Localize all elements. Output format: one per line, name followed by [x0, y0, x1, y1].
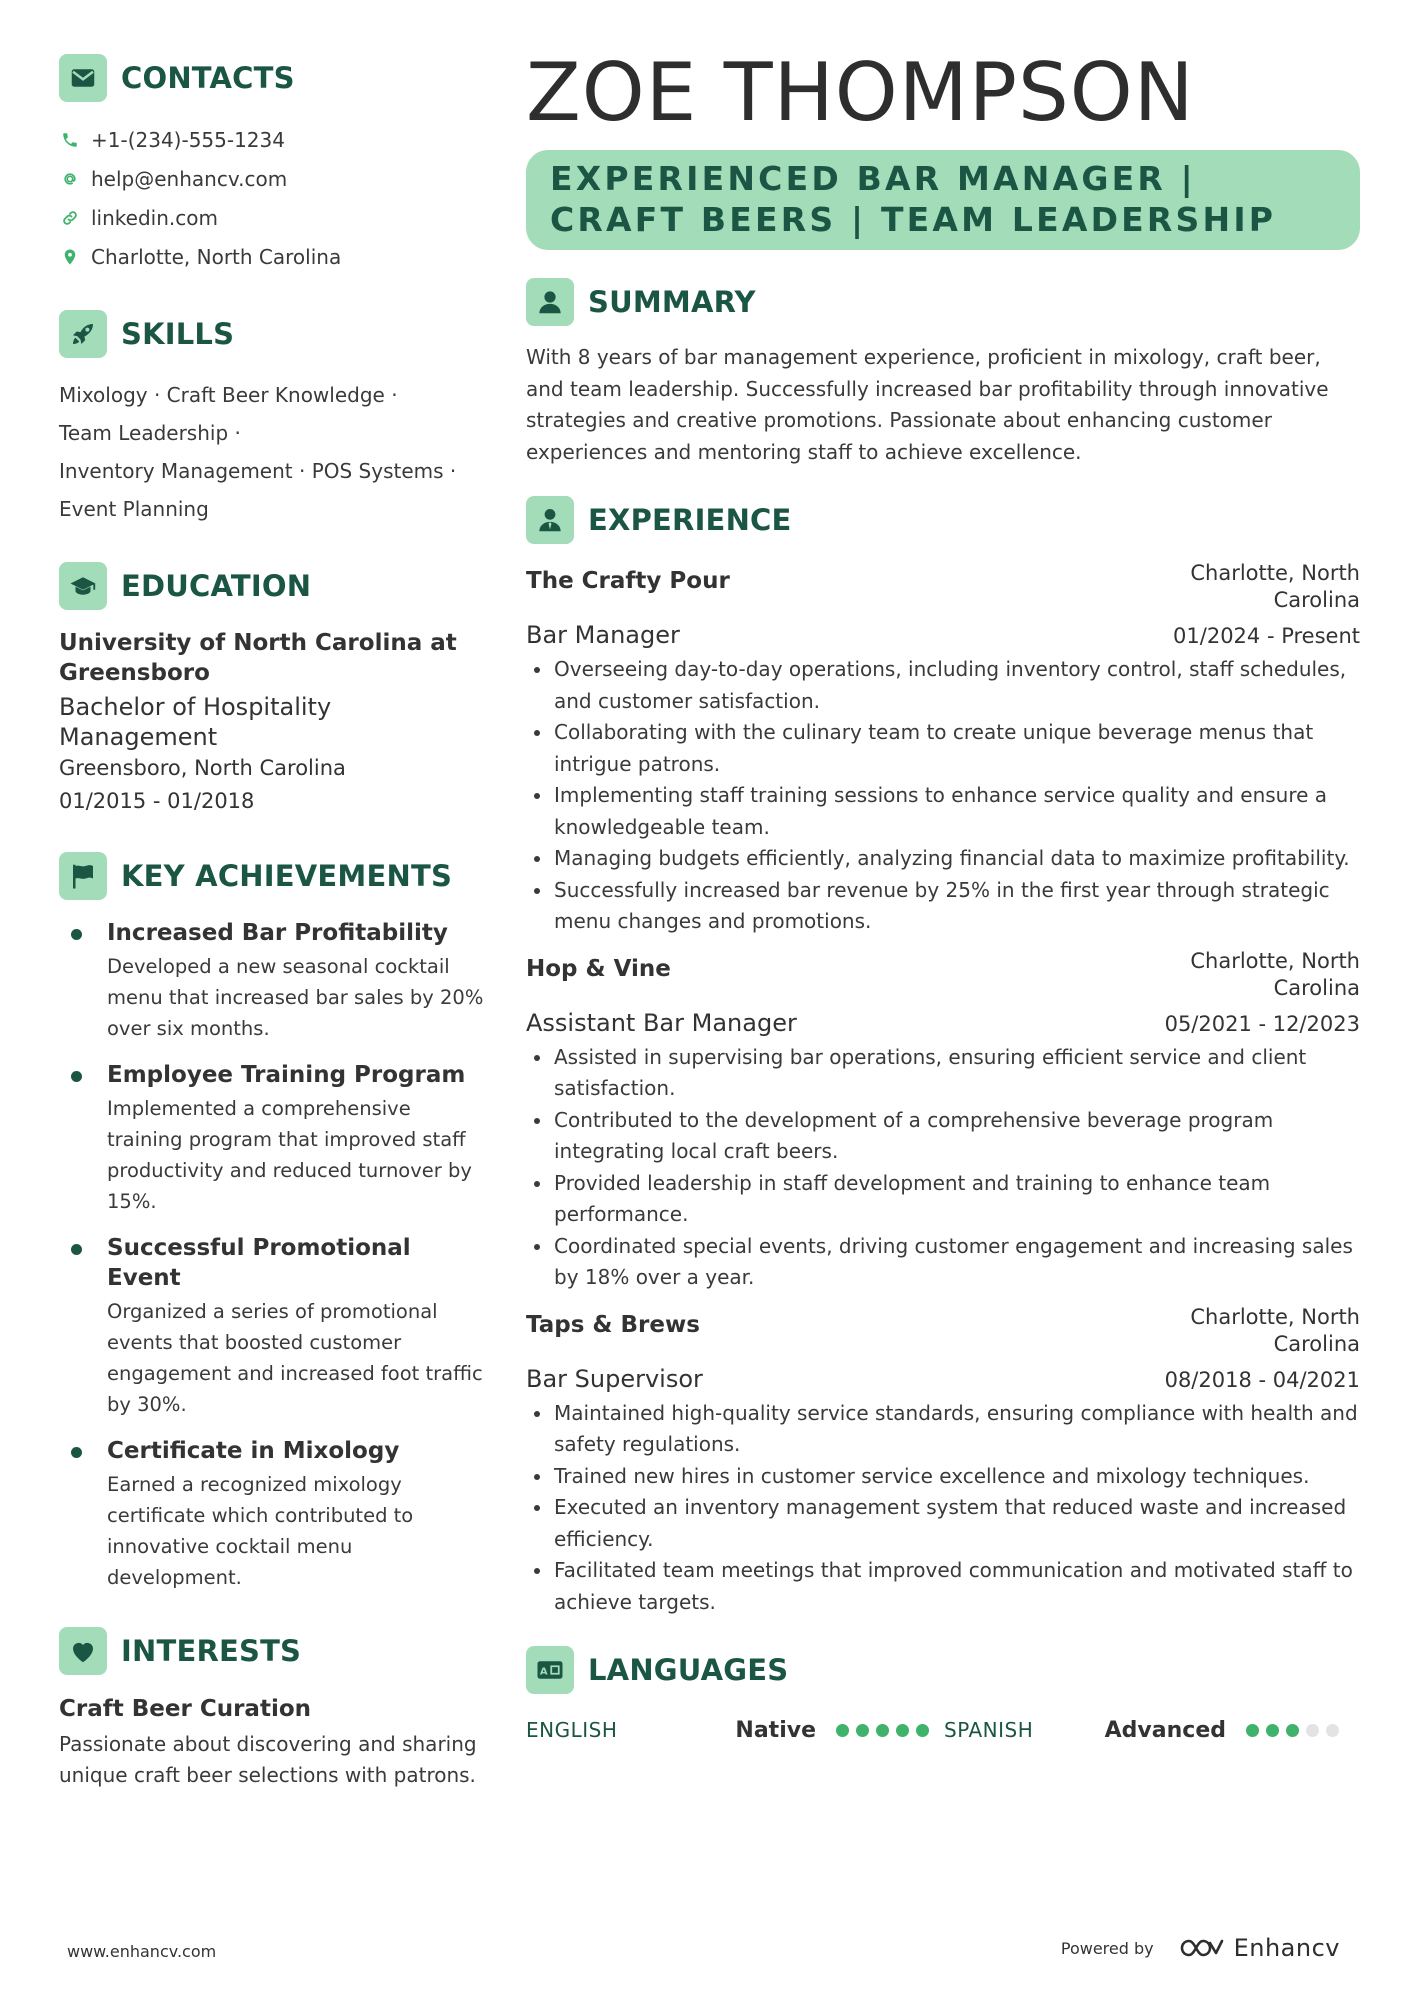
achievement-title: Successful Promotional Event — [107, 1235, 411, 1291]
job-bullet: Successfully increased bar revenue by 25% in the first year through strategic menu changes and promotions. — [526, 875, 1360, 938]
job-entry — [526, 948, 1360, 1294]
contacts-header — [59, 54, 489, 102]
job-bullets — [526, 1398, 1360, 1619]
summary-title: SUMMARY — [588, 285, 756, 319]
experience-title: EXPERIENCE — [588, 503, 792, 537]
contact-email[interactable] — [59, 159, 489, 198]
interests-header — [59, 1627, 489, 1675]
job-role: Bar Manager — [526, 621, 680, 649]
svg-text:A: A — [539, 1666, 548, 1678]
interests-section — [59, 1627, 489, 1791]
job-bullet: Facilitated team meetings that improved communication and motivated staff to achieve targets. — [526, 1555, 1360, 1618]
headline-banner: EXPERIENCED BAR MANAGER | CRAFT BEERS | TEAM LEADERSHIP — [526, 150, 1360, 250]
experience-header — [526, 496, 1360, 544]
bullet-dot — [71, 1244, 82, 1255]
rating-dot-filled — [856, 1724, 869, 1737]
summary-text: With 8 years of bar management experience, proficient in mixology, craft beer, and team leadership. Successfully increased bar profitability through innovative strategies and creative promotions. Passionate about enhancing customer experiences and mentoring staff to achieve excellence. — [526, 345, 1329, 464]
envelope-icon — [59, 54, 107, 102]
heart-icon — [59, 1627, 107, 1675]
skills-line: Inventory Management · POS Systems · — [59, 459, 457, 483]
rating-dot-filled — [836, 1724, 849, 1737]
language-item — [526, 1718, 944, 1743]
interests-title: INTERESTS — [121, 1634, 302, 1668]
education-header — [59, 562, 489, 610]
education-dates: 01/2015 - 01/2018 — [59, 789, 255, 813]
language-name: SPANISH — [944, 1718, 1034, 1742]
skills-header — [59, 310, 489, 358]
achievement-title: Certificate in Mixology — [107, 1438, 400, 1464]
skills-list — [59, 376, 489, 528]
job-bullet: Overseeing day-to-day operations, including inventory control, staff schedules, and customer satisfaction. — [526, 654, 1360, 717]
language-item — [944, 1718, 1360, 1743]
rating-dot-filled — [1286, 1724, 1299, 1737]
languages-title: LANGUAGES — [588, 1653, 789, 1687]
bullet-dot — [71, 1071, 82, 1082]
language-rating — [1246, 1724, 1346, 1737]
graduation-cap-icon — [59, 562, 107, 610]
brand-name: Enhancv — [1233, 1934, 1340, 1962]
achievement-item — [59, 1060, 489, 1217]
achievements-header — [59, 852, 489, 900]
education-title: EDUCATION — [121, 569, 312, 603]
job-company: Hop & Vine — [526, 955, 671, 982]
language-level: Native — [735, 1717, 816, 1743]
footer-brand — [1061, 1934, 1340, 1962]
achievement-desc: Earned a recognized mixology certificate which contributed to innovative cocktail menu development. — [107, 1473, 414, 1589]
achievement-desc: Organized a series of promotional events that boosted customer engagement and increased foot traffic by 30%. — [107, 1300, 483, 1416]
job-bullet: Trained new hires in customer service excellence and mixology techniques. — [526, 1461, 1360, 1493]
brand[interactable] — [1178, 1934, 1340, 1962]
contact-phone-text: +1-(234)-555-1234 — [91, 127, 285, 152]
skills-line: Event Planning — [59, 497, 209, 521]
phone-icon — [59, 129, 81, 151]
job-entry — [526, 560, 1360, 938]
rating-dot-filled — [896, 1724, 909, 1737]
job-role: Assistant Bar Manager — [526, 1008, 797, 1037]
job-bullet: Assisted in supervising bar operations, ensuring efficient service and client satisfaction. — [526, 1042, 1360, 1105]
contact-phone[interactable] — [59, 120, 489, 159]
job-bullet: Maintained high-quality service standards, ensuring compliance with health and safety regulations. — [526, 1398, 1360, 1461]
footer-website[interactable]: www.enhancv.com — [67, 1942, 217, 1961]
rating-dot-empty — [1326, 1724, 1339, 1737]
contact-email-text: help@enhancv.com — [91, 166, 288, 191]
languages-row — [526, 1710, 1360, 1750]
achievement-desc: Developed a new seasonal cocktail menu that increased bar sales by 20% over six months. — [107, 955, 484, 1040]
job-dates: 01/2024 - Present — [1173, 624, 1360, 648]
enhancv-logo-icon — [1178, 1936, 1224, 1960]
language-name: ENGLISH — [526, 1718, 618, 1742]
job-role: Bar Supervisor — [526, 1364, 703, 1393]
job-location: Charlotte, North Carolina — [1190, 948, 1360, 1000]
contact-linkedin-text: linkedin.com — [91, 205, 218, 230]
job-dates: 05/2021 - 12/2023 — [1164, 1011, 1360, 1036]
skills-line: Team Leadership · — [59, 421, 241, 445]
achievements-title: KEY ACHIEVEMENTS — [121, 859, 453, 893]
rating-dot-filled — [1246, 1724, 1259, 1737]
job-dates: 08/2018 - 04/2021 — [1164, 1367, 1360, 1392]
job-location: Charlotte, North Carolina — [1190, 561, 1360, 612]
bullet-dot — [71, 929, 82, 940]
contacts-title: CONTACTS — [121, 61, 295, 95]
languages-header — [526, 1646, 1360, 1694]
contacts-section — [59, 54, 489, 276]
job-bullet: Provided leadership in staff development and training to enhance team performance. — [526, 1168, 1360, 1231]
job-bullet: Collaborating with the culinary team to create unique beverage menus that intrigue patrons. — [526, 717, 1360, 780]
education-location: Greensboro, North Carolina — [59, 756, 346, 780]
powered-by-label: Powered by — [1060, 1938, 1154, 1958]
skills-line: Mixology · Craft Beer Knowledge · — [59, 383, 398, 407]
left-column — [59, 54, 489, 1825]
job-company: Taps & Brews — [526, 1311, 700, 1338]
education-school: University of North Carolina at Greensboro — [59, 630, 457, 686]
summary-header — [526, 278, 1360, 326]
achievements-section — [59, 852, 489, 1593]
achievement-title: Employee Training Program — [107, 1062, 466, 1088]
achievement-item — [59, 1436, 489, 1593]
user-tie-icon — [526, 496, 574, 544]
job-bullet: Coordinated special events, driving customer engagement and increasing sales by 18% over a year. — [526, 1231, 1360, 1294]
user-icon — [526, 278, 574, 326]
contact-location — [59, 237, 489, 276]
at-icon — [59, 168, 81, 190]
language-icon — [526, 1646, 574, 1694]
job-company: The Crafty Pour — [526, 568, 730, 594]
job-bullet: Managing budgets efficiently, analyzing financial data to maximize profitability. — [526, 843, 1360, 875]
rating-dot-filled — [876, 1724, 889, 1737]
interest-desc: Passionate about discovering and sharing unique craft beer selections with patrons. — [59, 1732, 477, 1787]
job-bullets — [526, 1042, 1360, 1294]
achievement-desc: Implemented a comprehensive training program that improved staff productivity and reduced turnover by 15%. — [107, 1097, 472, 1213]
education-section — [59, 562, 489, 818]
job-location: Charlotte, North Carolina — [1190, 1304, 1360, 1356]
job-bullet: Contributed to the development of a comprehensive beverage program integrating local craft beers. — [526, 1105, 1360, 1168]
job-bullet: Implementing staff training sessions to enhance service quality and ensure a knowledgeable team. — [526, 780, 1360, 843]
map-pin-icon — [59, 246, 81, 268]
job-bullet: Executed an inventory management system that reduced waste and increased efficiency. — [526, 1492, 1360, 1555]
rating-dot-empty — [1306, 1724, 1319, 1737]
achievement-title: Increased Bar Profitability — [107, 920, 448, 946]
education-degree: Bachelor of Hospitality Management — [59, 693, 332, 751]
interest-title: Craft Beer Curation — [59, 1696, 312, 1722]
language-rating — [836, 1724, 936, 1737]
contact-location-text: Charlotte, North Carolina — [91, 244, 342, 269]
job-bullets — [526, 654, 1360, 938]
skills-title: SKILLS — [121, 317, 235, 351]
job-entry — [526, 1304, 1360, 1619]
flag-icon — [59, 852, 107, 900]
rating-dot-filled — [916, 1724, 929, 1737]
bullet-dot — [71, 1447, 82, 1458]
link-icon — [59, 207, 81, 229]
language-level: Advanced — [1104, 1717, 1226, 1743]
achievement-item — [59, 1233, 489, 1420]
achievement-item — [59, 918, 489, 1044]
rating-dot-filled — [1266, 1724, 1279, 1737]
contact-linkedin[interactable] — [59, 198, 489, 237]
candidate-name: ZOE THOMPSON — [526, 46, 1195, 139]
skills-section — [59, 310, 489, 528]
right-column — [526, 48, 1360, 1750]
rocket-icon — [59, 310, 107, 358]
